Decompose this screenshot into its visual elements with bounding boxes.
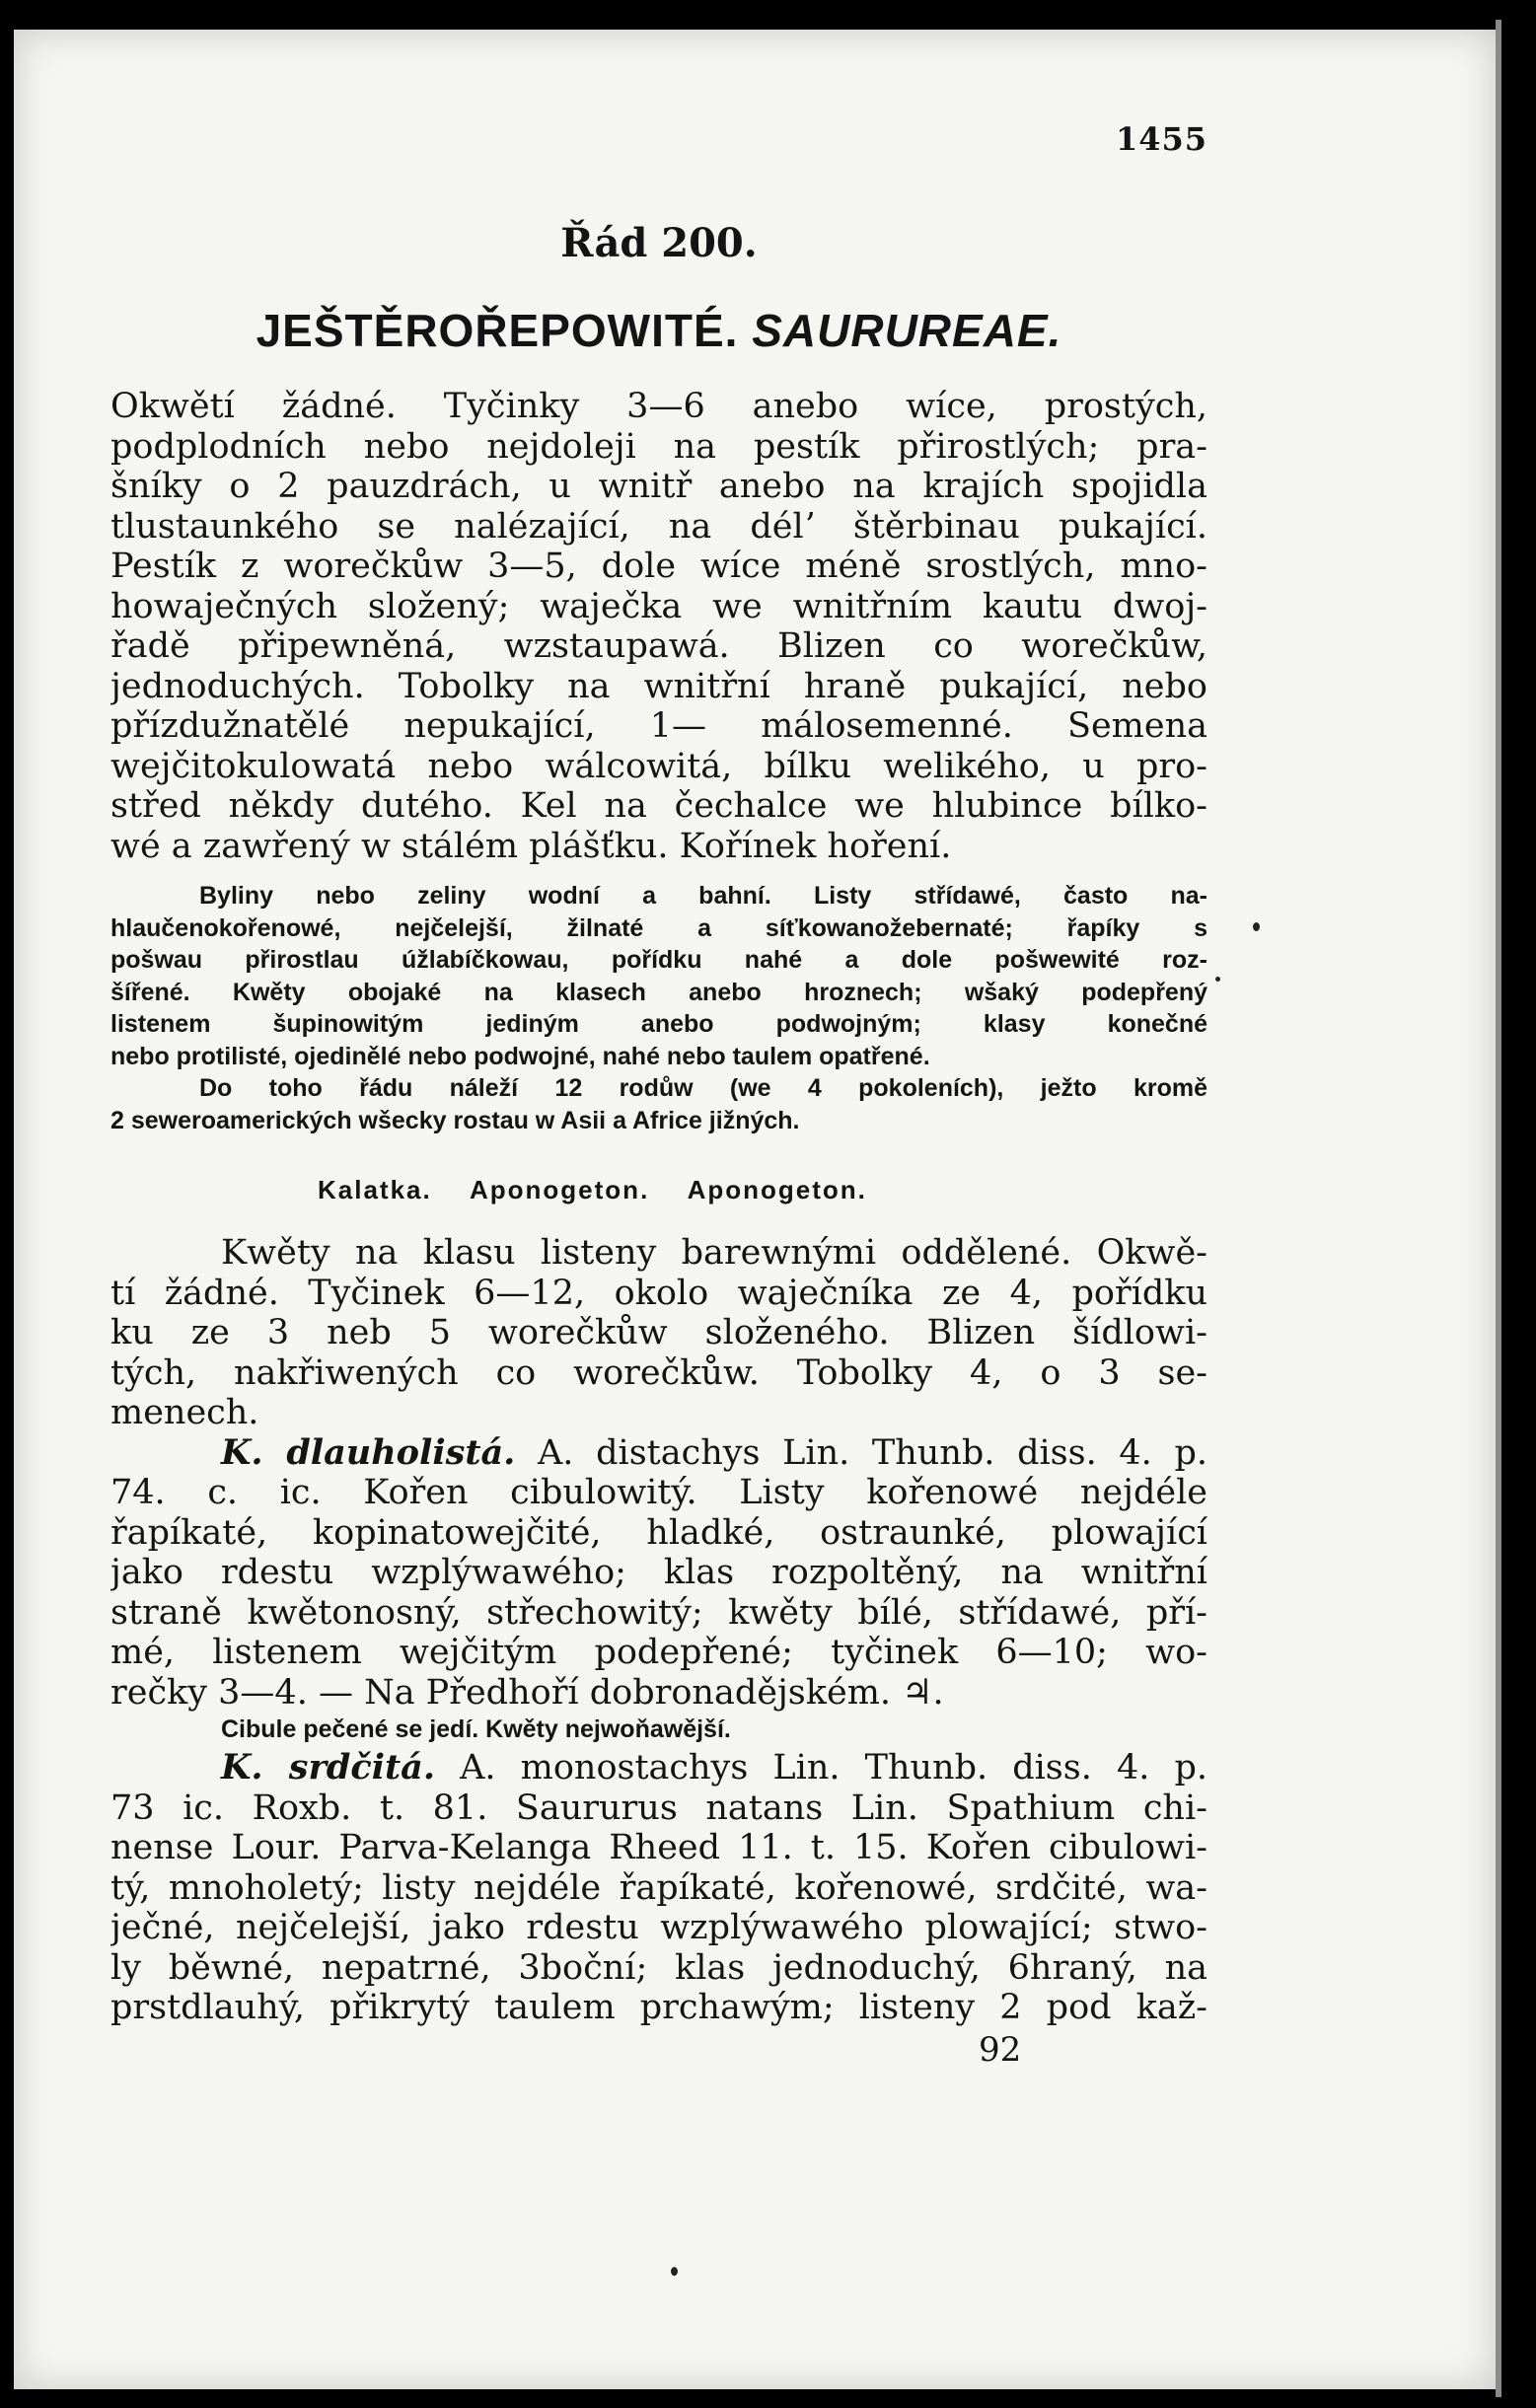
species-1-description (110, 1433, 1207, 1714)
order-title: Řád 200. (560, 220, 758, 266)
genus-heading (318, 1166, 1207, 1213)
ink-speck (671, 2267, 678, 2276)
text-line: howaječných složený; waječka we wnitřním kautu dwoj- (110, 586, 1207, 626)
text-line: mé, listenem wejčitým podepřené; tyčinek 6—10; wo- (110, 1633, 1207, 1672)
text-line: Pestík z worečkůw 3—5, dole wíce méně srostlých, mno- (110, 547, 1207, 586)
text-line: Kwěty na klasu listeny barewnými oddělené. Okwě- (221, 1233, 1207, 1273)
text-line: prstdlauhý, přikrytý taulem prchawým; listeny 2 pod kaž- (110, 1988, 1207, 2027)
species-2-reference: A. monostachys Lin. Thunb. diss. 4. p. (460, 1748, 1207, 1788)
note-line: Byliny nebo zeliny wodní a bahní. Listy střídawé, často na- (199, 882, 1207, 910)
ink-speck (1253, 922, 1260, 931)
genus-latin-name: Aponogeton. (470, 1175, 650, 1204)
text-line: wejčitokulowatá nebo wálcowitá, bílku welikého, u pro- (110, 746, 1207, 786)
page-edge (1496, 20, 1501, 2397)
species-1-reference: A. distachys Lin. Thunb. diss. 4. p. (538, 1432, 1207, 1473)
text-line: jednoduchých. Tobolky na wnitřní hraně pukající, nebo (110, 666, 1207, 706)
species-1-name: K. dlauholistá. (221, 1432, 516, 1473)
text-line: nense Lour. Parva-Kelanga Rheed 11. t. 15. Kořen cibulowi- (110, 1828, 1207, 1867)
printer-signature: 92 (979, 2029, 1022, 2070)
text-line: jako rdestu wzplýwawého; klas rozpoltěný, na wnitřní (110, 1553, 1207, 1592)
family-latin-name: SAURUREAE. (752, 305, 1062, 356)
species-heading-line (110, 1433, 1207, 1474)
note-line: hlaučenokořenowé, nejčelejší, žilnaté a síťkowanožebernaté; řapíky s (110, 913, 1207, 942)
note-line: šířené. Kwěty obojaké na klasech anebo hroznech; wšaký podepřený (110, 978, 1207, 1006)
species-1-note: Cibule pečené se jedí. Kwěty nejwoňawější. (221, 1715, 731, 1743)
species-2-description (110, 1748, 1207, 2028)
text-line: tí žádné. Tyčinek 6—12, okolo waječníka ze 4, pořídku (110, 1273, 1207, 1313)
text-line: podplodních nebo nejdoleji na pestík přirostlých; pra- (110, 426, 1207, 467)
text-line: tlustaunkého se nalézající, na délʼ štěrbinau pukající. (110, 506, 1207, 547)
text-line: straně kwětonosný, střechowitý; kwěty bílé, střídawé, pří- (110, 1592, 1207, 1633)
text-line: ly běwné, nepatrné, 3boční; klas jednoduchý, 6hraný, na (110, 1947, 1207, 1988)
family-notes (110, 880, 1207, 1136)
text-line: střed někdy dutého. Kel na čechalce we hlubince bílko- (110, 786, 1207, 826)
text-line: 73 ic. Roxb. t. 81. Saururus natans Lin. Spathium chi- (110, 1788, 1207, 1828)
note-line: listenem šupinowitým jediným anebo podwojným; klasy konečné (110, 1010, 1207, 1038)
text-line: tých, nakřiwených co worečkůw. Tobolky 4, o 3 se- (110, 1352, 1207, 1393)
page-content (110, 109, 1207, 2070)
text-line: 74. c. ic. Kořen cibulowitý. Listy kořenowé nejdéle (110, 1473, 1207, 1512)
note-line: Do toho řádu náleží 12 rodůw (we 4 pokoleních), ježto kromě (199, 1074, 1207, 1102)
genus-description (110, 1233, 1207, 1433)
text-line: Okwětí žádné. Tyčinky 3—6 anebo wíce, prostých, (110, 387, 1207, 426)
text-line: tý, mnoholetý; listy nejdéle řapíkaté, kořenowé, srdčité, wa- (110, 1867, 1207, 1908)
note-line: pošwau přirostlau úžlabíčkowau, pořídku nahé a dole pošwewité roz- (110, 946, 1207, 974)
species-2-name: K. srdčitá. (221, 1748, 436, 1788)
text-line: řapíkaté, kopinatowejčité, hladké, ostraunké, plowající (110, 1512, 1207, 1553)
genus-czech-name: Kalatka. (318, 1175, 432, 1204)
note-line: nebo protilisté, ojedinělé nebo podwojné, nahé nebo taulem opatřené. (110, 1042, 930, 1070)
text-line: řadě připewněná, wzstaupawá. Blizen co worečkůw, (110, 626, 1207, 666)
note-line: 2 seweroamerických wšecky rostau w Asii a Africe jižných. (110, 1106, 800, 1134)
family-czech-name: JEŠTĚROŘEPOWITÉ. (256, 305, 739, 356)
text-line: menech. (110, 1393, 259, 1432)
family-title (110, 300, 1207, 361)
text-line: šníky o 2 pauzdrách, u wnitř anebo na krajích spojidla (110, 467, 1207, 506)
text-line: wé a zawřený w stálém plášťku. Kořínek hoření. (110, 826, 952, 866)
page-number: 1455 (1115, 120, 1207, 158)
ink-speck (1215, 977, 1220, 982)
species-heading-line (110, 1748, 1207, 1788)
text-line: ku ze 3 neb 5 worečkůw složeného. Blizen šídlowi- (110, 1313, 1207, 1352)
text-line: přízdužnatělé nepukající, 1— málosemenné. Semena (110, 706, 1207, 746)
text-line: ječné, nejčelejší, jako rdestu wzplýwawého plowající; stwo- (110, 1908, 1207, 1947)
family-description (110, 387, 1207, 866)
text-line: rečky 3—4. — Na Předhoří dobronadějském. ♃. (110, 1672, 944, 1713)
genus-latin-name-alt: Aponogeton. (687, 1175, 867, 1204)
